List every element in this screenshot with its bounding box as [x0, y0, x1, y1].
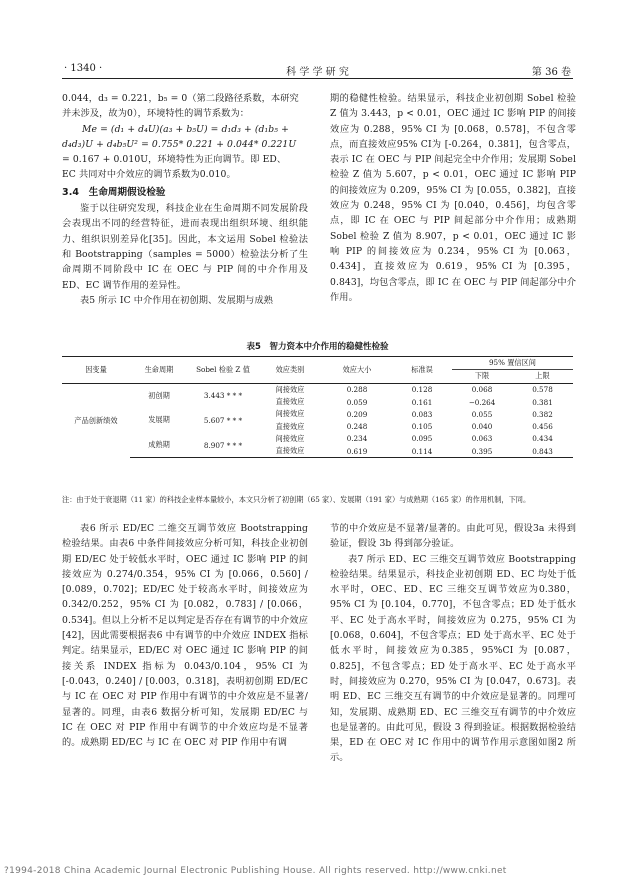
se-cell: 0.128 — [411, 385, 433, 395]
upper-cell: 0.843 — [512, 445, 573, 458]
paragraph: 鉴于以往研究发现，科技企业在生命周期不同发展阶段会表现出不同的经营特征，进而表现出组织环境、组织能力、组织识别差异化[35]。因此，本文运用 Sobel 检验法和 Bootstrapping（samples = 5000）检验法分析了生命周期不同阶段中 IC 在 OEC 与 PIP 间的中介作用及 ED、EC 调节作用的差异性。 — [62, 203, 308, 291]
lower-cell: 0.040 — [471, 422, 493, 432]
upper-cell: 0.578 — [532, 385, 553, 395]
effect-cell: 0.248 — [346, 422, 368, 432]
header-ci: 95% 置信区间 — [452, 357, 573, 370]
left-column-bottom — [62, 521, 308, 750]
stage-cell: 发展期 — [148, 415, 170, 425]
paragraph: 表6 所示 ED/EC 二维交互调节效应 Bootstrapping 检验结果。由表6 中条件间接效应分析可知，科技企业初创期 ED/EC 处于较低水平时，OEC 通过 IC 影响 PIP 的间接效应为 0.274/0.354，95% CI 为 [0.066，0.560] / [0.089，0.702]；ED/EC 处于较高水平时，间接效应为 0.342/0.252，95% CI 为 [0.082，0.783] / [0.066，0.534]。但以上分析不足以判定是否存在有调节的中介效应[42]，因此需要根据表6 中有调节的中介效应 INDEX 指标判定。结果显示，ED/EC 对 OEC 通过 IC 影响 PIP 的间接关系 INDEX 指标为 0.043/0.104，95% CI 为 [-0.043，0.240] / [0.003，0.318]，表明初创期 ED/EC 与 IC 在 OEC 对 PIP 作用中有调节的中介效应是不显著/显著的。同理，由表6 数据分析可知，发展期 ED/EC 与 IC 在 OEC 对 PIP 作用中有调节的中介效应均是不显著的。成熟期 ED/EC 与 IC 在 OEC 对 PIP 作用中有调 — [62, 523, 308, 749]
z-cell: 5.607 * * * — [203, 415, 243, 425]
table-5 — [62, 356, 573, 458]
text-line: 0.044，d₃ = 0.221，b₅ = 0（第二段路径系数，本研究 — [62, 93, 299, 104]
right-column-bottom — [330, 521, 576, 766]
se-cell: 0.114 — [392, 445, 452, 458]
header-type: 效应类别 — [258, 357, 322, 384]
upper-cell: 0.382 — [532, 409, 553, 419]
type-cell: 间接效应 — [275, 409, 305, 419]
text-line: EC 共同对中介效应的调节系数为0.010。 — [62, 169, 236, 181]
paragraph: 表7 所示 ED、EC 三维交互调节效应 Bootstrapping 检验结果。结果显示，科技企业初创期 ED、EC 均处于低水平时，OEC、ED、EC 三维交互调节效应为0.380，95% CI 为 [0.104，0.770]，不包含零点；ED 处于低水平、EC 处于高水平时，间接效应为 0.275，95% CI 为 [0.068，0.604]，不包含零点；ED 处于高水平、EC 处于低水平时，间接效应为0.385，95%CI 为 [0.087，0.825]，不包含零点；ED 处于高水平、EC 处于高水平时，间接效应为 0.270，95% CI 为 [0.047，0.673]。表明 ED、EC 三维交互有调节的中介效应是显著的。同理可知，发展期、成熟期 ED、EC 三维交互有调节的中介效应也是显著的。由此可见，假设 3 得到验证。根据数据检验结果，ED 在 OEC 对 IC 作用中的调节作用示意图如图2 所示。 — [330, 553, 576, 764]
upper-cell: 0.434 — [532, 434, 553, 444]
type-cell: 直接效应 — [275, 397, 305, 407]
copyright-footer: ?1994-2018 China Academic Journal Electronic Publishing House. All rights reserved. http://www.cnki.net — [4, 866, 507, 876]
upper-cell: 0.456 — [532, 422, 553, 432]
se-cell: 0.105 — [411, 422, 433, 432]
page-number: · 1340 · — [64, 63, 103, 74]
header-upper: 上限 — [512, 370, 573, 383]
right-column-top — [330, 91, 576, 305]
z-cell: 8.907 * * * — [188, 433, 258, 458]
header-se: 标准误 — [392, 357, 452, 384]
paragraph: 节的中介效应是不显著/显著的。由此可见，假设3a 未得到验证，假设 3b 得到部分验证。 — [330, 523, 576, 550]
stage-cell: 初创期 — [148, 390, 170, 400]
table-caption: 表5 智力资本中介作用的稳健性检验 — [246, 342, 389, 352]
text-line: = 0.167 + 0.010U，环境特性为正向调节。即 ED、 — [62, 154, 287, 166]
type-cell: 间接效应 — [275, 384, 305, 394]
paragraph: 期的稳健性检验。结果显示，科技企业初创期 Sobel 检验 Z 值为 3.443，p < 0.01，OEC 通过 IC 影响 PIP 的间接效应为 0.288，95% CI 为 [0.068，0.578]，不包含零点，而直接效应95% CI为 [-0.264，0.381]，包含零点，表示 IC 在 OEC 与 PIP 间起完全中介作用；发展期 Sobel 检验 Z 值为 5.607，p < 0.01，OEC 通过 IC 影响 PIP 的间接效应为 0.209，95% CI 为 [0.055，0.382]，直接效应为 0.248，95% CI 为 [0.040，0.456]，均包含零点，即 IC 在 OEC 与 PIP 间起部分中介作用；成熟期 Sobel 检验 Z 值为 8.907，p < 0.01，OEC 通过 IC 影响 PIP 的间接效应为 0.234，95% CI 为 [0.063，0.434]，直接效应为 0.619，95% CI 为 [0.395，0.843]，均包含零点，即 IC 在 OEC 与 PIP 间起部分中介作用。 — [330, 93, 576, 303]
header-rule — [62, 78, 573, 79]
effect-cell: 0.059 — [346, 397, 368, 407]
se-cell: 0.083 — [411, 409, 433, 419]
equation-line: Me = (d₁ + d₄U)(a₃ + b₅U) = d₁d₃ + (d₁b₅ + — [82, 123, 289, 135]
section-heading: 3.4 生命周期假设检验 — [62, 186, 166, 198]
header-sobel: Sobel 检验 Z 值 — [188, 357, 258, 384]
header-stage: 生命周期 — [130, 357, 188, 384]
header-effect: 效应大小 — [322, 357, 392, 384]
effect-cell: 0.619 — [322, 445, 392, 458]
paragraph: 表5 所示 IC 中介作用在初创期、发展期与成熟 — [80, 294, 274, 306]
effect-cell: 0.209 — [346, 409, 368, 419]
lower-cell: 0.055 — [471, 409, 493, 419]
type-cell: 直接效应 — [275, 421, 305, 431]
se-cell: 0.095 — [411, 434, 433, 444]
table-note: 注：由于处于衰退期（11 家）的科技企业样本量较小，本文只分析了初创期（65 家）、发展期（191 家）与成熟期（165 家）的作用机制，下同。 — [62, 495, 531, 504]
stage-cell: 成熟期 — [130, 433, 188, 458]
equation-line: d₄d₃)U + d₄b₅U² = 0.755* 0.221 + 0.044* 0.221U — [62, 138, 297, 150]
effect-cell: 0.234 — [346, 434, 368, 444]
text-line: 并未涉及，故为0），环境特性的调节系数为： — [62, 108, 250, 120]
volume-label: 第 36 卷 — [531, 67, 571, 78]
left-column-top — [62, 91, 308, 308]
dep-value: 产品创新绩效 — [74, 415, 118, 425]
type-cell: 间接效应 — [275, 433, 305, 443]
effect-cell: 0.288 — [346, 385, 368, 395]
type-cell: 直接效应 — [258, 445, 322, 458]
lower-cell: 0.395 — [452, 445, 512, 458]
z-cell: 3.443 * * * — [203, 391, 243, 401]
se-cell: 0.161 — [411, 397, 433, 407]
lower-cell: 0.068 — [471, 385, 493, 395]
journal-name: 科 学 学 研 究 — [286, 67, 349, 78]
lower-cell: −0.264 — [468, 397, 496, 407]
header-dep: 因变量 — [62, 357, 130, 384]
upper-cell: 0.381 — [532, 397, 553, 407]
lower-cell: 0.063 — [471, 434, 493, 444]
header-lower: 下限 — [452, 370, 512, 383]
